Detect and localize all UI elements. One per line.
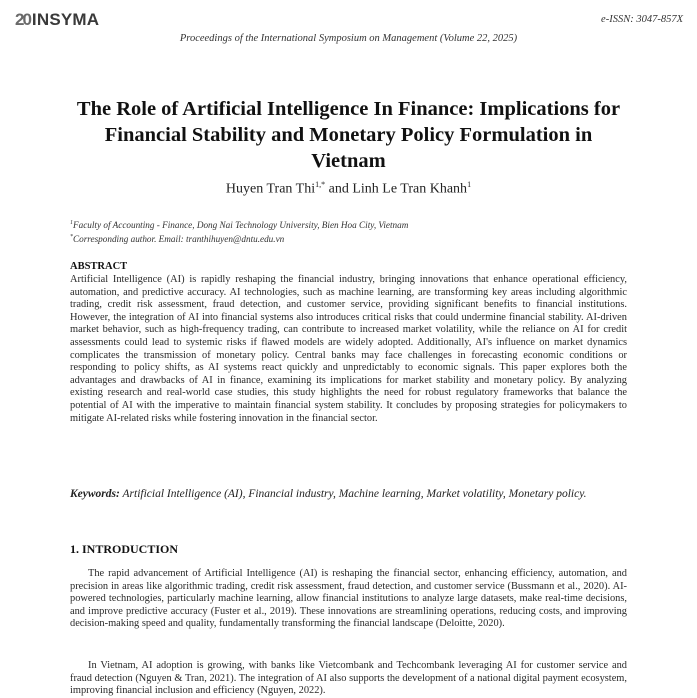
logo-text: INSYMA <box>31 10 100 29</box>
proceedings-header: Proceedings of the International Symposium on Management (Volume 22, 2025) <box>179 33 518 44</box>
author-line <box>0 180 697 198</box>
author-1: Huyen Tran Thi <box>225 181 316 197</box>
affiliation-1-text: Faculty of Accounting - Finance, Dong Nai Technology University, Bien Hoa City, Vietnam <box>73 220 409 231</box>
abstract-heading: ABSTRACT <box>70 261 128 272</box>
author-2: Linh Le Tran Khanh <box>352 181 468 197</box>
keywords-label: Keywords: <box>70 488 120 500</box>
introduction-paragraph-1: The rapid advancement of Artificial Intelligence (AI) is reshaping the financial sector, enhancing efficiency, automation, and precision in areas like algorithmic trading, credit risk assessment, fraud detection, and customer service (Bussmann et al., 2020). AI-powered technologies, particularly machine learning, allow financial institutions to analyze large datasets, make real-time decisions, and improve predictive accuracy (Fuster et al., 2019). These innovations are streamlining operations, reducing costs, and improving decision-making speed and quality, fundamentally transforming the financial landscape (Deloitte, 2020). <box>70 568 627 630</box>
paper-title: The Role of Artificial Intelligence In Finance: Implications for Financial Stability and Monetary Policy Formulation in Vietnam <box>76 98 621 172</box>
abstract-body: Artificial Intelligence (AI) is rapidly reshaping the financial industry, bringing innovations that enhance operational efficiency, automation, and predictive accuracy. AI technologies, such as machine learning, are transforming key areas including algorithmic trading, credit risk assessment, fraud detection, and customer service, providing significant benefits to financial institutions. However, the integration of AI into financial systems also introduces critical risks that could undermine financial stability. AI-driven market behavior, such as high-frequency trading, can contribute to increased market volatility, while the reliance on AI for credit assessments could lead to systemic risks if flawed models are widely adopted. Additionally, AI's influence on market dynamics complicates the transmission of monetary policy. Central banks may face challenges in forecasting economic conditions or responding to policy shifts, as AI systems react quickly and unpredictably to economic signals. This paper explores both the advantages and drawbacks of AI in finance, examining its implications for market stability and monetary policy. By analyzing existing research and real-world case studies, this study highlights the need for robust regulatory frameworks that balance the potential of AI with the imperative to maintain financial system stability. It concludes by proposing strategies for policymakers to mitigate AI-related risks while fostering innovation in the financial sector. <box>70 274 627 424</box>
keywords <box>70 487 627 502</box>
issn-label: e-ISSN: 3047-857X <box>601 14 683 25</box>
affiliation-line-2 <box>70 232 408 246</box>
author-separator: and <box>325 181 353 197</box>
section-heading-introduction: 1. INTRODUCTION <box>70 542 179 556</box>
affiliation-1-marker: 1 <box>70 220 73 226</box>
journal-logo <box>15 10 99 30</box>
affiliation-2-marker: * <box>70 233 73 240</box>
affiliations <box>70 218 408 245</box>
affiliation-2-text: Corresponding author. Email: tranthihuyen@dntu.edu.vn <box>73 233 285 244</box>
logo-mark: 20 <box>15 10 30 29</box>
author-1-superscript: 1,* <box>315 180 326 189</box>
introduction-paragraph-2: In Vietnam, AI adoption is growing, with banks like Vietcombank and Techcombank leveraging AI for customer service and fraud detection (Nguyen & Tran, 2021). The integration of AI also supports the development of a national digital payment ecosystem, improving financial inclusion and efficiency (Nguyen, 2022). <box>70 660 627 697</box>
keywords-text: Artificial Intelligence (AI), Financial industry, Machine learning, Market volatility, Monetary policy. <box>119 488 587 500</box>
author-2-superscript: 1 <box>467 180 472 189</box>
affiliation-line-1 <box>70 218 408 232</box>
